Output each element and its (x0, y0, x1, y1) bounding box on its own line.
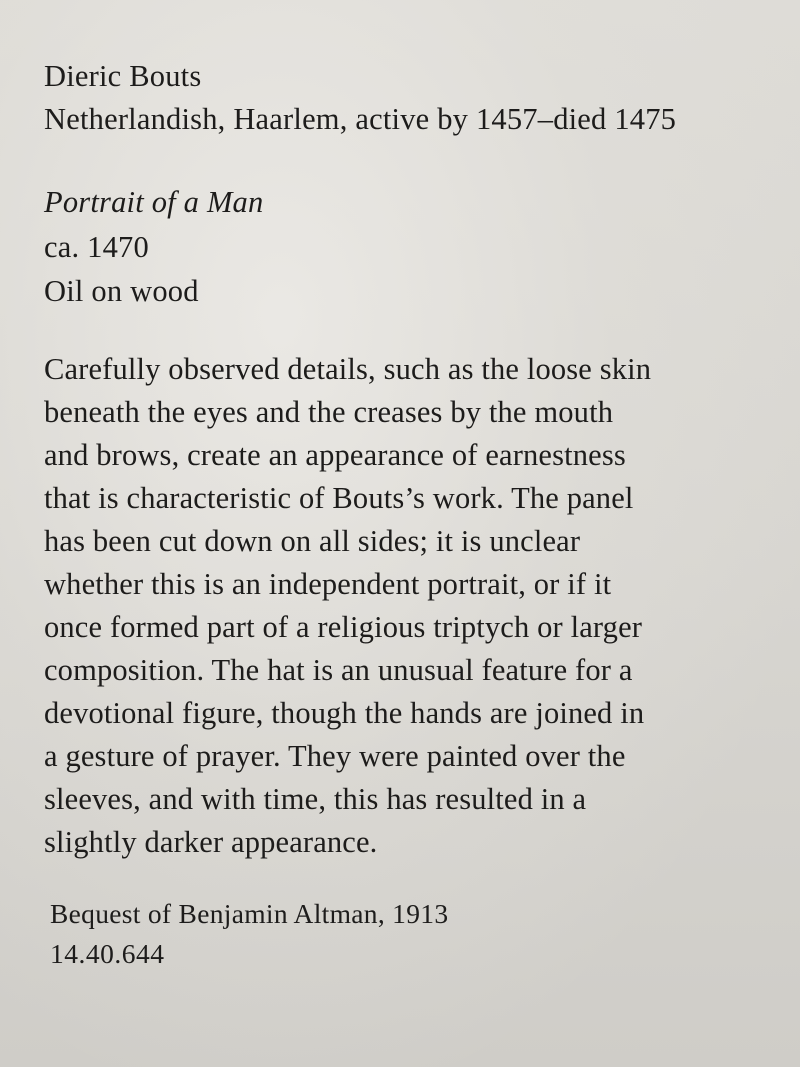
artwork-title: Portrait of a Man (44, 185, 264, 219)
accession-number: 14.40.644 (50, 938, 165, 969)
description-line: beneath the eyes and the creases by the mouth (44, 395, 614, 429)
artwork-description (44, 351, 784, 867)
artwork-medium: Oil on wood (44, 274, 199, 308)
description-line: slightly darker appearance. (44, 825, 378, 859)
description-line: whether this is an independent portrait, or if it (44, 567, 612, 601)
description-line: has been cut down on all sides; it is unclear (44, 524, 581, 558)
description-line: devotional figure, though the hands are joined in (44, 696, 645, 730)
artist-nationality-dates: Netherlandish, Haarlem, active by 1457–died 1475 (44, 102, 677, 136)
description-line: sleeves, and with time, this has resulted in a (44, 782, 587, 816)
credit-line: Bequest of Benjamin Altman, 1913 (50, 898, 449, 929)
description-line: that is characteristic of Bouts’s work. The panel (44, 481, 634, 515)
description-line: once formed part of a religious triptych or larger (44, 610, 643, 644)
description-line: and brows, create an appearance of earnestness (44, 438, 626, 472)
description-line: Carefully observed details, such as the loose skin (44, 352, 652, 386)
artwork-date: ca. 1470 (44, 230, 149, 264)
artist-name: Dieric Bouts (44, 59, 202, 93)
description-line: a gesture of prayer. They were painted over the (44, 739, 626, 773)
description-line: composition. The hat is an unusual feature for a (44, 653, 633, 687)
